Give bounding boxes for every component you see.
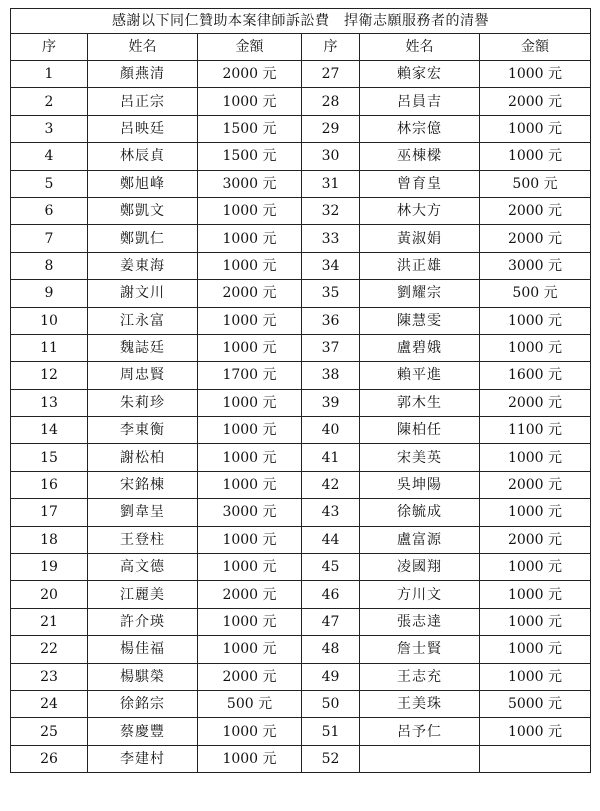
table-row: [11, 115, 591, 142]
seq-cell-left: 1: [11, 61, 88, 88]
donor-table: [10, 8, 591, 773]
amount-cell-left: 1000 元: [198, 745, 302, 772]
name-cell-right: 方川文: [360, 581, 480, 608]
table-row: [11, 197, 591, 224]
table-title: 感謝以下同仁贊助本案律師訴訟費 捍衛志願服務者的清譽: [11, 9, 591, 34]
name-cell-right: 洪正雄: [360, 252, 480, 279]
seq-cell-left: 9: [11, 280, 88, 307]
amount-cell-right: 1000 元: [480, 499, 591, 526]
seq-cell-right: 46: [302, 581, 360, 608]
name-cell-right: 林宗億: [360, 115, 480, 142]
table-row: [11, 61, 591, 88]
table-row: [11, 663, 591, 690]
table-row: [11, 143, 591, 170]
table-row: [11, 554, 591, 581]
seq-cell-right: 41: [302, 444, 360, 471]
seq-cell-left: 4: [11, 143, 88, 170]
seq-cell-left: 14: [11, 417, 88, 444]
seq-cell-right: 27: [302, 61, 360, 88]
name-cell-right: 盧碧娥: [360, 334, 480, 361]
seq-cell-right: 37: [302, 334, 360, 361]
seq-cell-right: 42: [302, 471, 360, 498]
seq-cell-left: 16: [11, 471, 88, 498]
amount-cell-right: 2000 元: [480, 197, 591, 224]
name-cell-left: 鄭凱仁: [88, 225, 198, 252]
name-cell-left: 呂正宗: [88, 88, 198, 115]
amount-cell-left: 1700 元: [198, 362, 302, 389]
seq-cell-left: 26: [11, 745, 88, 772]
amount-cell-left: 1000 元: [198, 197, 302, 224]
amount-cell-right: 1000 元: [480, 444, 591, 471]
header-seq-left: 序: [11, 34, 88, 61]
name-cell-right: 賴平進: [360, 362, 480, 389]
seq-cell-right: 45: [302, 554, 360, 581]
name-cell-left: 宋銘棟: [88, 471, 198, 498]
seq-cell-right: 39: [302, 389, 360, 416]
table-row: [11, 690, 591, 717]
seq-cell-right: 34: [302, 252, 360, 279]
table-row: [11, 526, 591, 553]
amount-cell-left: 1500 元: [198, 115, 302, 142]
name-cell-left: 鄭凱文: [88, 197, 198, 224]
name-cell-left: 李建村: [88, 745, 198, 772]
table-row: [11, 444, 591, 471]
name-cell-right: 郭木生: [360, 389, 480, 416]
amount-cell-right: 1000 元: [480, 636, 591, 663]
name-cell-right: 林大方: [360, 197, 480, 224]
name-cell-right: 王志充: [360, 663, 480, 690]
seq-cell-right: 28: [302, 88, 360, 115]
name-cell-right: 賴家宏: [360, 61, 480, 88]
amount-cell-left: 500 元: [198, 690, 302, 717]
name-cell-left: 楊佳福: [88, 636, 198, 663]
seq-cell-left: 11: [11, 334, 88, 361]
amount-cell-left: 1000 元: [198, 526, 302, 553]
amount-cell-left: 2000 元: [198, 280, 302, 307]
amount-cell-right: 500 元: [480, 170, 591, 197]
name-cell-right: [360, 745, 480, 772]
table-row: [11, 362, 591, 389]
name-cell-right: 宋美英: [360, 444, 480, 471]
amount-cell-right: 500 元: [480, 280, 591, 307]
amount-cell-right: 1000 元: [480, 608, 591, 635]
title-row: [11, 9, 591, 34]
name-cell-left: 劉韋呈: [88, 499, 198, 526]
seq-cell-right: 52: [302, 745, 360, 772]
seq-cell-right: 38: [302, 362, 360, 389]
name-cell-left: 朱莉珍: [88, 389, 198, 416]
table-row: [11, 471, 591, 498]
name-cell-right: 吳坤陽: [360, 471, 480, 498]
amount-cell-right: [480, 745, 591, 772]
seq-cell-left: 25: [11, 718, 88, 745]
header-amount-left: 金額: [198, 34, 302, 61]
amount-cell-left: 1000 元: [198, 718, 302, 745]
amount-cell-left: 1000 元: [198, 471, 302, 498]
name-cell-right: 盧富源: [360, 526, 480, 553]
amount-cell-left: 1000 元: [198, 608, 302, 635]
amount-cell-right: 1000 元: [480, 143, 591, 170]
seq-cell-right: 50: [302, 690, 360, 717]
seq-cell-right: 32: [302, 197, 360, 224]
seq-cell-right: 44: [302, 526, 360, 553]
name-cell-right: 黃淑娟: [360, 225, 480, 252]
name-cell-left: 蔡慶豐: [88, 718, 198, 745]
name-cell-left: 姜東海: [88, 252, 198, 279]
seq-cell-left: 10: [11, 307, 88, 334]
table-row: [11, 745, 591, 772]
name-cell-left: 魏誌廷: [88, 334, 198, 361]
amount-cell-right: 2000 元: [480, 526, 591, 553]
seq-cell-right: 40: [302, 417, 360, 444]
amount-cell-right: 2000 元: [480, 471, 591, 498]
name-cell-right: 劉耀宗: [360, 280, 480, 307]
seq-cell-right: 51: [302, 718, 360, 745]
amount-cell-left: 2000 元: [198, 663, 302, 690]
amount-cell-left: 1000 元: [198, 225, 302, 252]
amount-cell-left: 3000 元: [198, 499, 302, 526]
name-cell-right: 凌國翔: [360, 554, 480, 581]
seq-cell-left: 3: [11, 115, 88, 142]
seq-cell-left: 17: [11, 499, 88, 526]
amount-cell-right: 2000 元: [480, 88, 591, 115]
name-cell-left: 呂映廷: [88, 115, 198, 142]
amount-cell-right: 1600 元: [480, 362, 591, 389]
amount-cell-left: 1000 元: [198, 636, 302, 663]
seq-cell-right: 49: [302, 663, 360, 690]
seq-cell-left: 22: [11, 636, 88, 663]
header-row: [11, 34, 591, 61]
seq-cell-right: 29: [302, 115, 360, 142]
name-cell-left: 林辰貞: [88, 143, 198, 170]
amount-cell-right: 2000 元: [480, 389, 591, 416]
seq-cell-left: 2: [11, 88, 88, 115]
header-amount-right: 金額: [480, 34, 591, 61]
amount-cell-left: 1000 元: [198, 389, 302, 416]
amount-cell-right: 1000 元: [480, 718, 591, 745]
seq-cell-right: 33: [302, 225, 360, 252]
name-cell-left: 鄭旭峰: [88, 170, 198, 197]
name-cell-left: 周忠賢: [88, 362, 198, 389]
table-row: [11, 636, 591, 663]
table-row: [11, 225, 591, 252]
amount-cell-left: 1000 元: [198, 554, 302, 581]
seq-cell-left: 13: [11, 389, 88, 416]
seq-cell-right: 36: [302, 307, 360, 334]
name-cell-right: 詹士賢: [360, 636, 480, 663]
table-row: [11, 88, 591, 115]
seq-cell-left: 7: [11, 225, 88, 252]
amount-cell-right: 5000 元: [480, 690, 591, 717]
seq-cell-right: 30: [302, 143, 360, 170]
name-cell-right: 巫棟樑: [360, 143, 480, 170]
amount-cell-right: 1000 元: [480, 554, 591, 581]
table-row: [11, 252, 591, 279]
amount-cell-left: 3000 元: [198, 170, 302, 197]
name-cell-right: 呂員吉: [360, 88, 480, 115]
name-cell-left: 謝松柏: [88, 444, 198, 471]
name-cell-right: 曾育皇: [360, 170, 480, 197]
table-row: [11, 499, 591, 526]
table-row: [11, 280, 591, 307]
table-row: [11, 417, 591, 444]
name-cell-right: 王美珠: [360, 690, 480, 717]
seq-cell-left: 6: [11, 197, 88, 224]
header-seq-right: 序: [302, 34, 360, 61]
amount-cell-left: 2000 元: [198, 581, 302, 608]
seq-cell-left: 19: [11, 554, 88, 581]
name-cell-left: 顏燕清: [88, 61, 198, 88]
amount-cell-left: 1000 元: [198, 88, 302, 115]
name-cell-right: 呂予仁: [360, 718, 480, 745]
seq-cell-right: 31: [302, 170, 360, 197]
name-cell-right: 張志達: [360, 608, 480, 635]
amount-cell-left: 1000 元: [198, 307, 302, 334]
seq-cell-right: 47: [302, 608, 360, 635]
amount-cell-left: 1000 元: [198, 252, 302, 279]
amount-cell-right: 1100 元: [480, 417, 591, 444]
seq-cell-left: 8: [11, 252, 88, 279]
amount-cell-right: 3000 元: [480, 252, 591, 279]
seq-cell-left: 18: [11, 526, 88, 553]
seq-cell-left: 15: [11, 444, 88, 471]
name-cell-left: 謝文川: [88, 280, 198, 307]
seq-cell-right: 48: [302, 636, 360, 663]
name-cell-left: 徐銘宗: [88, 690, 198, 717]
seq-cell-left: 12: [11, 362, 88, 389]
name-cell-right: 陳柏任: [360, 417, 480, 444]
table-row: [11, 608, 591, 635]
name-cell-right: 陳慧雯: [360, 307, 480, 334]
table-row: [11, 170, 591, 197]
name-cell-left: 江麗美: [88, 581, 198, 608]
name-cell-left: 高文德: [88, 554, 198, 581]
table-row: [11, 389, 591, 416]
amount-cell-left: 1000 元: [198, 444, 302, 471]
seq-cell-right: 43: [302, 499, 360, 526]
seq-cell-left: 21: [11, 608, 88, 635]
seq-cell-left: 24: [11, 690, 88, 717]
amount-cell-left: 1000 元: [198, 417, 302, 444]
amount-cell-right: 1000 元: [480, 581, 591, 608]
amount-cell-right: 1000 元: [480, 307, 591, 334]
name-cell-left: 楊騏榮: [88, 663, 198, 690]
header-name-left: 姓名: [88, 34, 198, 61]
seq-cell-left: 23: [11, 663, 88, 690]
amount-cell-right: 1000 元: [480, 334, 591, 361]
amount-cell-left: 2000 元: [198, 61, 302, 88]
table-row: [11, 581, 591, 608]
seq-cell-left: 20: [11, 581, 88, 608]
table-row: [11, 334, 591, 361]
name-cell-right: 徐毓成: [360, 499, 480, 526]
amount-cell-right: 2000 元: [480, 225, 591, 252]
donor-table-body: [11, 61, 591, 773]
amount-cell-left: 1000 元: [198, 334, 302, 361]
name-cell-left: 李東衡: [88, 417, 198, 444]
name-cell-left: 江永富: [88, 307, 198, 334]
amount-cell-right: 1000 元: [480, 61, 591, 88]
seq-cell-left: 5: [11, 170, 88, 197]
amount-cell-right: 1000 元: [480, 663, 591, 690]
table-row: [11, 307, 591, 334]
table-row: [11, 718, 591, 745]
amount-cell-left: 1500 元: [198, 143, 302, 170]
amount-cell-right: 1000 元: [480, 115, 591, 142]
seq-cell-right: 35: [302, 280, 360, 307]
name-cell-left: 王登柱: [88, 526, 198, 553]
name-cell-left: 許介瑛: [88, 608, 198, 635]
header-name-right: 姓名: [360, 34, 480, 61]
